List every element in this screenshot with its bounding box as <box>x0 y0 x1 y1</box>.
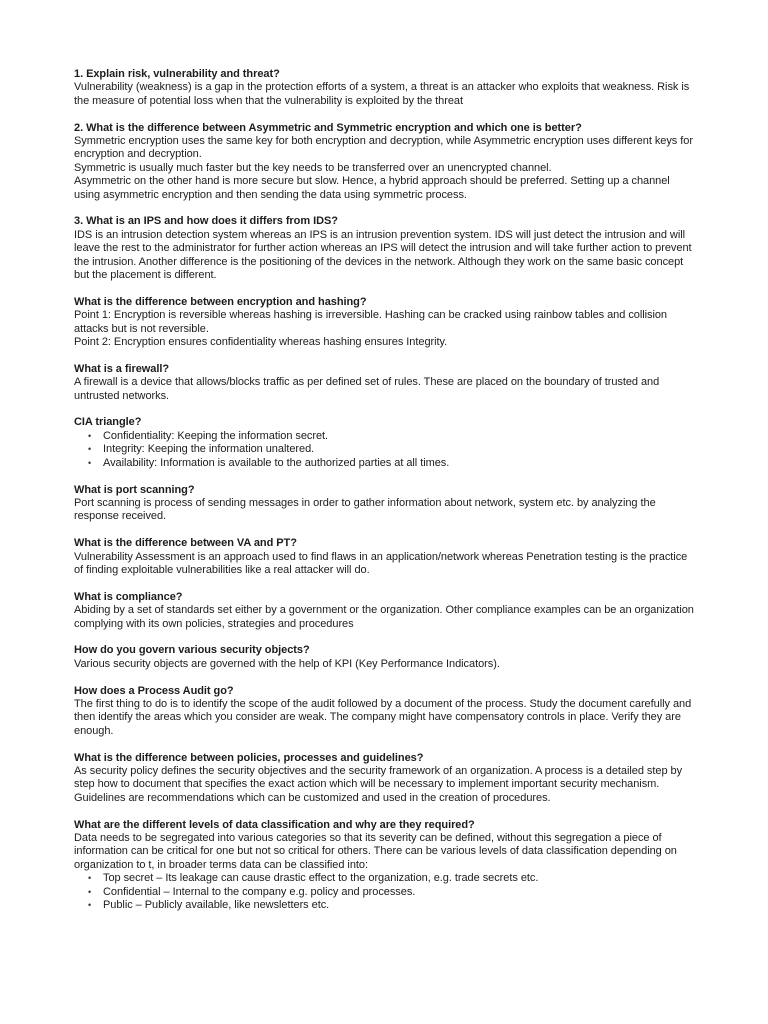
answer-paragraph: Vulnerability (weakness) is a gap in the protection efforts of a system, a threat is an attacker who exploits that weakness. Risk is the measure of potential loss when that the vulnerability is exploited by the threat <box>74 81 690 107</box>
question-heading: What is the difference between VA and PT? <box>74 537 297 550</box>
question-heading: What is compliance? <box>74 590 183 603</box>
section-security-objects <box>74 644 698 671</box>
answer-paragraph: Various security objects are governed with the help of KPI (Key Performance Indicators). <box>74 657 500 670</box>
question-heading: What is the difference between policies, processes and guidelines? <box>74 751 424 764</box>
answer-paragraph: As security policy defines the security objectives and the security framework of an organization. A process is a detailed step by step how to document that specifies the exact action which will be necessary to implement important security mechanism. Guidelines are recommendations which can be customized and used in the creation of procedures. <box>74 764 683 804</box>
list-item: • Confidential – Internal to the company e.g. policy and processes. <box>74 886 698 899</box>
question-heading: What is the difference between encryption and hashing? <box>74 295 367 308</box>
document-page <box>74 68 698 926</box>
question-heading: What is port scanning? <box>74 483 195 496</box>
section-firewall <box>74 363 698 403</box>
section-encryption-hashing <box>74 296 698 350</box>
question-heading: 3. What is an IPS and how does it differs from IDS? <box>74 215 338 228</box>
section-process-audit <box>74 685 698 739</box>
answer-paragraph: Point 1: Encryption is reversible whereas hashing is irreversible. Hashing can be cracked using rainbow tables and collision attacks but is not reversible. <box>74 309 668 335</box>
answer-paragraph: Asymmetric on the other hand is more secure but slow. Hence, a hybrid approach should be preferred. Setting up a channel using asymmetric encryption and then sending the data using symmetric process. <box>74 175 670 201</box>
answer-paragraph: Symmetric is usually much faster but the key needs to be transferred over an unencrypted channel. <box>74 161 552 174</box>
answer-paragraph: Port scanning is process of sending messages in order to gather information about network, system etc. by analyzing the response received. <box>74 496 656 523</box>
bullet-list <box>74 872 698 912</box>
section-compliance <box>74 591 698 631</box>
answer-paragraph: Vulnerability Assessment is an approach used to find flaws in an application/network whereas Penetration testing is the practice of finding exploitable vulnerabilities like a real attacker will do. <box>74 550 688 576</box>
list-item: • Confidentiality: Keeping the information secret. <box>74 430 698 443</box>
question-heading: CIA triangle? <box>74 416 142 429</box>
section-data-classification <box>74 819 698 913</box>
answer-paragraph: Symmetric encryption uses the same key for both encryption and decryption, while Asymmetric encryption uses different keys for encryption and decryption. <box>74 135 693 161</box>
section-va-pt <box>74 537 698 577</box>
answer-paragraph: A firewall is a device that allows/blocks traffic as per defined set of rules. These are placed on the boundary of trusted and untrusted networks. <box>74 376 660 402</box>
list-item: • Integrity: Keeping the information unaltered. <box>74 443 698 456</box>
section-risk-vulnerability-threat <box>74 68 698 108</box>
answer-paragraph: IDS is an intrusion detection system whereas an IPS is an intrusion prevention system. IDS will just detect the intrusion and will leave the rest to the administrator for further action whereas an IPS will detect the intrusion and will take further action to prevent the intrusion. Another difference is the positioning of the devices in the network. Although they work on the same basic concept but the placement is different. <box>74 228 692 282</box>
answer-paragraph: The first thing to do is to identify the scope of the audit followed by a document of the process. Study the document carefully and then identify the areas which you consider are weak. The company might have compensatory controls in place. Verify they are enough. <box>74 697 692 737</box>
question-heading: 1. Explain risk, vulnerability and threat? <box>74 68 280 80</box>
section-policies-processes-guidelines <box>74 752 698 806</box>
question-heading: How does a Process Audit go? <box>74 684 234 697</box>
question-heading: 2. What is the difference between Asymmetric and Symmetric encryption and which one is better? <box>74 121 582 134</box>
question-heading: What are the different levels of data classification and why are they required? <box>74 818 475 831</box>
question-heading: How do you govern various security objects? <box>74 644 310 657</box>
section-cia-triangle <box>74 416 698 470</box>
answer-paragraph: Abiding by a set of standards set either by a government or the organization. Other compliance examples can be an organization complying with its own policies, strategies and procedures <box>74 604 694 630</box>
list-item: • Availability: Information is available to the authorized parties at all times. <box>74 457 698 470</box>
list-item: • Top secret – Its leakage can cause drastic effect to the organization, e.g. trade secrets etc. <box>74 872 698 885</box>
answer-paragraph: Point 2: Encryption ensures confidentiality whereas hashing ensures Integrity. <box>74 336 448 349</box>
section-asymmetric-symmetric <box>74 122 698 202</box>
list-item: • Public – Publicly available, like newsletters etc. <box>74 899 698 912</box>
bullet-list <box>74 430 698 470</box>
answer-paragraph: Data needs to be segregated into various categories so that its severity can be defined, without this segregation a piece of information can be critical for one but not so critical for others. There can be various levels of data classification depending on organization to t, in broader terms data can be classified into: <box>74 831 677 871</box>
section-ips-ids <box>74 215 698 282</box>
question-heading: What is a firewall? <box>74 362 170 375</box>
section-port-scanning <box>74 484 698 524</box>
